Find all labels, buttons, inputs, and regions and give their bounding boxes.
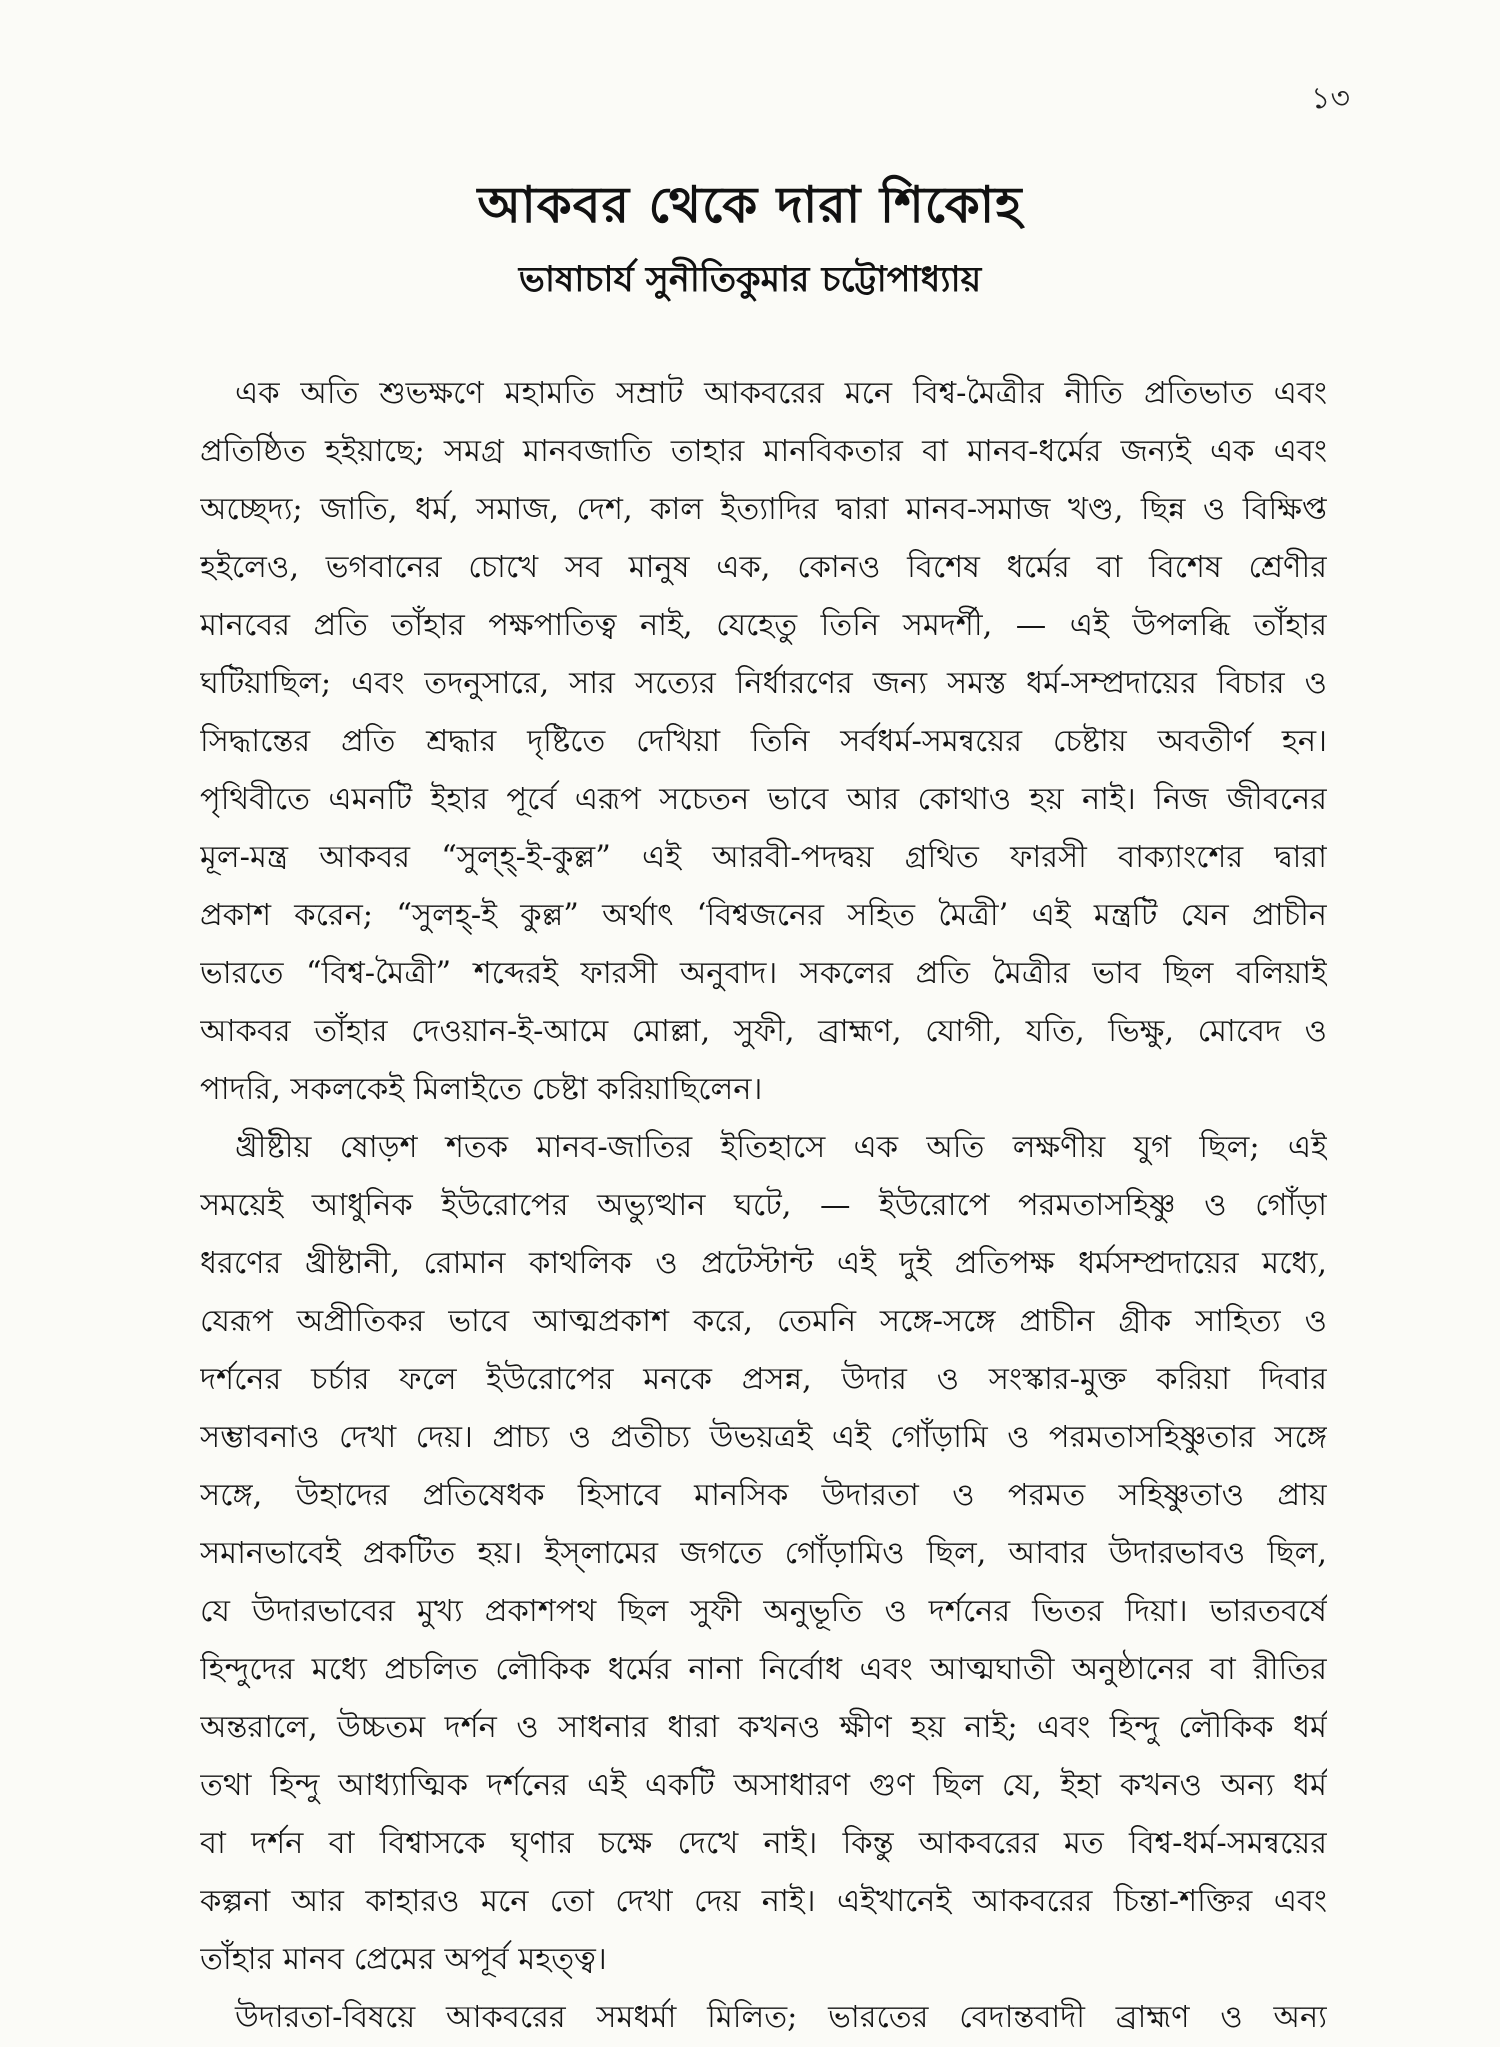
text-line: যে উদারভাবের মুখ্য প্রকাশপথ ছিল সুফী অনুভূতি ও দর্শনের ভিতর দিয়া। ভারতবর্ষে (200, 1594, 1327, 1629)
text-line: তাঁহার মানব প্রেমের অপূর্ব মহত্ত্ব। (200, 1942, 607, 1977)
body-text (200, 365, 1327, 2047)
text-line: ভারতে “বিশ্ব-মৈত্রী” শব্দেরই ফারসী অনুবাদ। সকলের প্রতি মৈত্রীর ভাব ছিল বলিয়াই (200, 956, 1327, 991)
text-line: পাদরি, সকলকেই মিলাইতে চেষ্টা করিয়াছিলেন। (200, 1072, 763, 1107)
text-line: এক অতি শুভক্ষণে মহামতি সম্রাট আকবরের মনে বিশ্ব-মৈত্রীর নীতি প্রতিভাত এবং (235, 376, 1327, 411)
text-line: প্রতিষ্ঠিত হইয়াছে; সমগ্র মানবজাতি তাহার মানবিকতার বা মানব-ধর্মের জন্যই এক এবং (200, 434, 1327, 469)
text-line: যেরূপ অপ্রীতিকর ভাবে আত্মপ্রকাশ করে, তেমনি সঙ্গে-সঙ্গে প্রাচীন গ্রীক সাহিত্য ও (200, 1304, 1327, 1339)
text-line: খ্রীষ্টীয় ষোড়শ শতক মানব-জাতির ইতিহাসে এক অতি লক্ষণীয় যুগ ছিল; এই (235, 1130, 1327, 1165)
text-line: ঘটিয়াছিল; এবং তদনুসারে, সার সত্যের নির্ধারণের জন্য সমস্ত ধর্ম-সম্প্রদায়ের বিচার ও (200, 666, 1327, 701)
text-line: সঙ্গে, উহাদের প্রতিষেধক হিসাবে মানসিক উদারতা ও পরমত সহিষ্ণুতাও প্রায় (200, 1478, 1327, 1513)
text-line: হইলেও, ভগবানের চোখে সব মানুষ এক, কোনও বিশেষ ধর্মের বা বিশেষ শ্রেণীর (200, 550, 1327, 585)
text-line: সিদ্ধান্তের প্রতি শ্রদ্ধার দৃষ্টিতে দেখিয়া তিনি সর্বধর্ম-সমন্বয়ের চেষ্টায় অবতীর্ণ হন। (200, 724, 1327, 759)
text-line: প্রকাশ করেন; “সুলহ্‌-ই কুল্ল” অর্থাৎ ‘বিশ্বজনের সহিত মৈত্রী’ এই মন্ত্রটি যেন প্রাচীন (200, 898, 1327, 933)
text-line: উদারতা-বিষয়ে আকবরের সমধর্মা মিলিত; ভারতের বেদান্তবাদী ব্রাহ্মণ ও অন্য (235, 2000, 1327, 2035)
text-line: মূল-মন্ত্র আকবর “সুল্‌হ্‌-ই-কুল্ল” এই আরবী-পদদ্বয় গ্রথিত ফারসী বাক্যাংশের দ্বারা (200, 840, 1327, 875)
text-line: কল্পনা আর কাহারও মনে তো দেখা দেয় নাই। এইখানেই আকবরের চিন্তা-শক্তির এবং (200, 1884, 1327, 1919)
text-line: অচ্ছেদ্য; জাতি, ধর্ম, সমাজ, দেশ, কাল ইত্যাদির দ্বারা মানব-সমাজ খণ্ড, ছিন্ন ও বিক্ষিপ্ত (200, 492, 1327, 527)
text-line: হিন্দুদের মধ্যে প্রচলিত লৌকিক ধর্মের নানা নির্বোধ এবং আত্মঘাতী অনুষ্ঠানের বা রীতির (200, 1652, 1327, 1687)
page-number: ১৩ (1311, 81, 1350, 116)
text-line: মানবের প্রতি তাঁহার পক্ষপাতিত্ব নাই, যেহেতু তিনি সমদর্শী, — এই উপলব্ধি তাঁহার (200, 608, 1327, 643)
text-line: পৃথিবীতে এমনটি ইহার পূর্বে এরূপ সচেতন ভাবে আর কোথাও হয় নাই। নিজ জীবনের (200, 782, 1327, 817)
author-name: ভাষাচার্য সুনীতিকুমার চট্টোপাধ্যায় (518, 259, 982, 300)
text-line: সমানভাবেই প্রকটিত হয়। ইস্‌লামের জগতে গোঁড়ামিও ছিল, আবার উদারভাবও ছিল, (200, 1536, 1327, 1571)
text-line: অন্তরালে, উচ্চতম দর্শন ও সাধনার ধারা কখনও ক্ষীণ হয় নাই; এবং হিন্দু লৌকিক ধর্ম (200, 1710, 1327, 1745)
text-line: সম্ভাবনাও দেখা দেয়। প্রাচ্য ও প্রতীচ্য উভয়ত্রই এই গোঁড়ামি ও পরমতাসহিষ্ণুতার সঙ্গে (200, 1420, 1327, 1455)
text-line: ধরণের খ্রীষ্টানী, রোমান কাথলিক ও প্রটেস্টান্ট এই দুই প্রতিপক্ষ ধর্মসম্প্রদায়ের মধ্যে, (200, 1246, 1327, 1281)
text-line: বা দর্শন বা বিশ্বাসকে ঘৃণার চক্ষে দেখে নাই। কিন্তু আকবরের মত বিশ্ব-ধর্ম-সমন্বয়ের (200, 1826, 1327, 1861)
text-line: দর্শনের চর্চার ফলে ইউরোপের মনকে প্রসন্ন, উদার ও সংস্কার-মুক্ত করিয়া দিবার (200, 1362, 1327, 1397)
text-line: সময়েই আধুনিক ইউরোপের অভ্যুত্থান ঘটে, — ইউরোপে পরমতাসহিষ্ণু ও গোঁড়া (200, 1188, 1327, 1223)
text-line: আকবর তাঁহার দেওয়ান-ই-আমে মোল্লা, সুফী, ব্রাহ্মণ, যোগী, যতি, ভিক্ষু, মোবেদ ও (200, 1014, 1327, 1049)
text-line: তথা হিন্দু আধ্যাত্মিক দর্শনের এই একটি অসাধারণ গুণ ছিল যে, ইহা কখনও অন্য ধর্ম (200, 1768, 1327, 1803)
chapter-title: আকবর থেকে দারা শিকোহ (477, 175, 1023, 234)
